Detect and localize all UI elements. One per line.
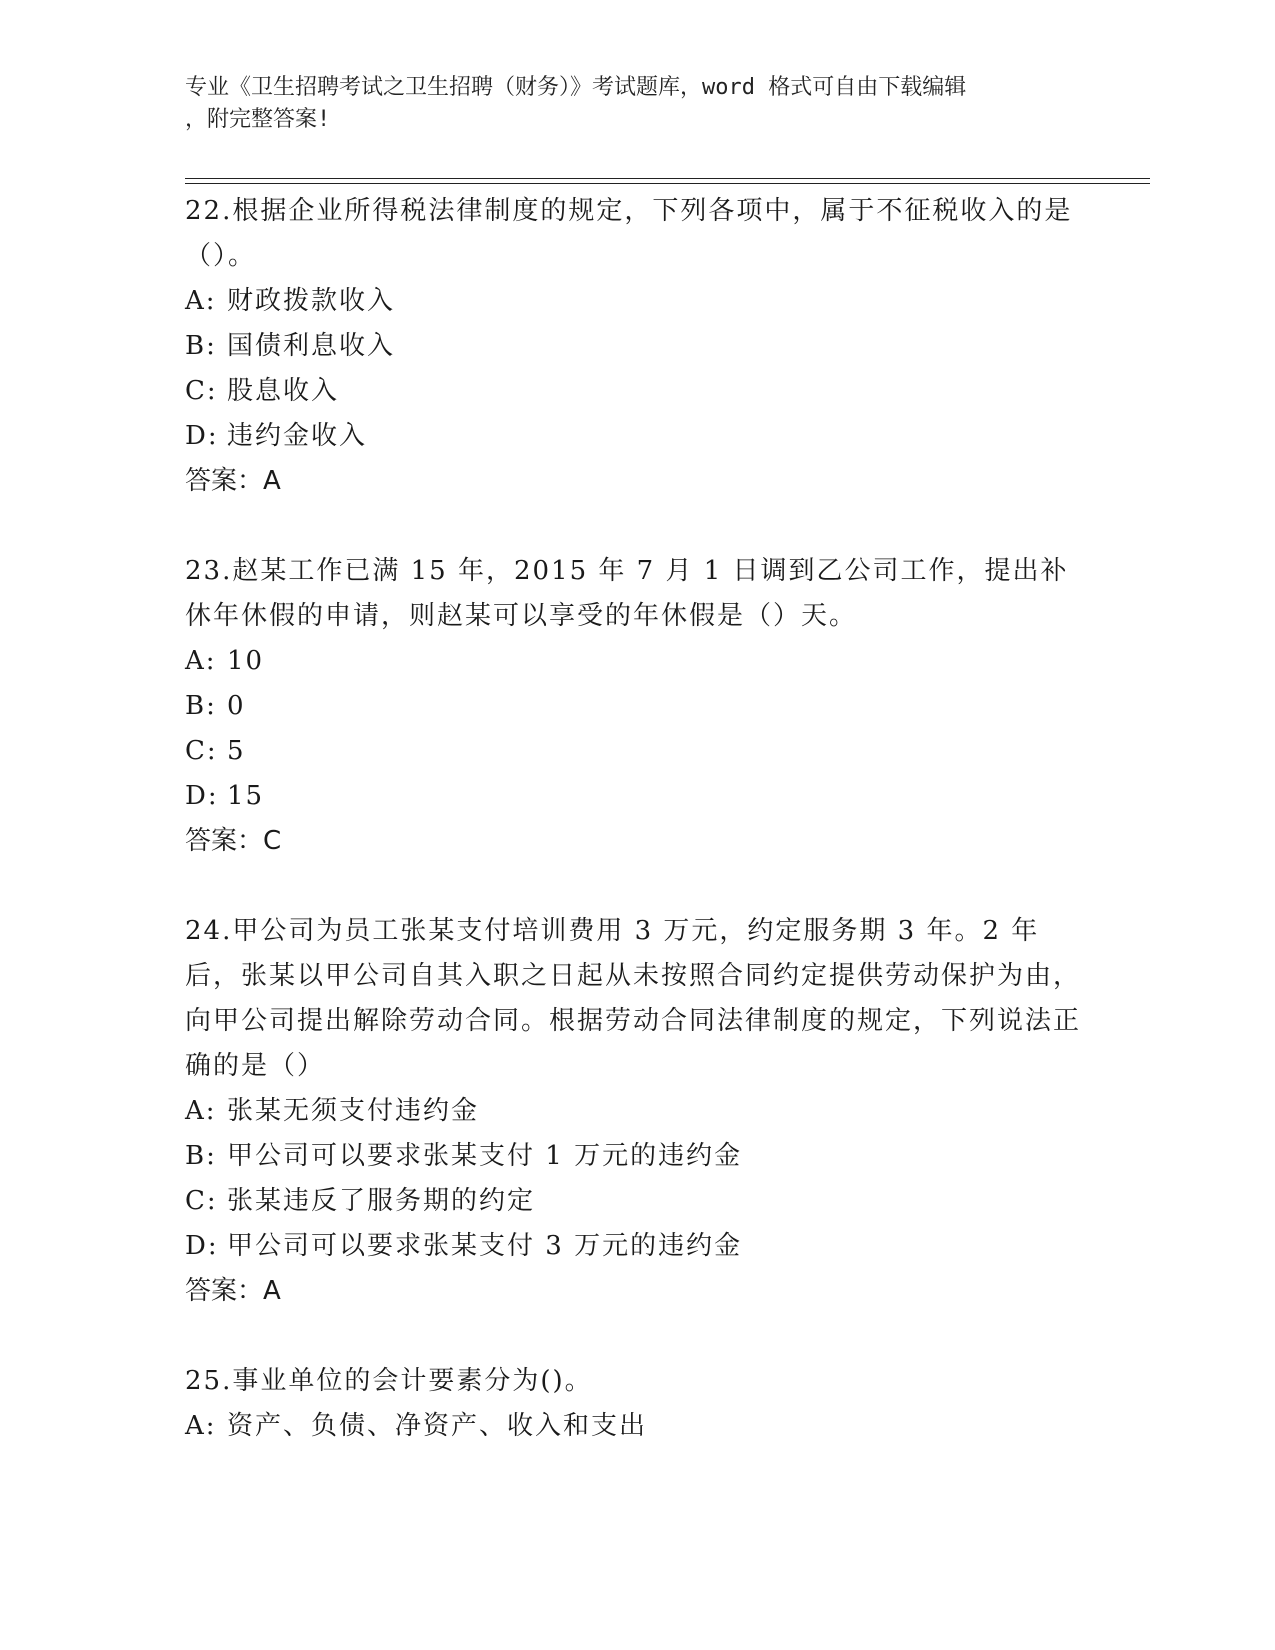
option-c (185, 1179, 1085, 1224)
option-letter: C: (185, 736, 218, 766)
option-d (185, 1224, 1085, 1269)
option-letter: C: (185, 376, 218, 406)
option-d (185, 774, 1085, 819)
header-divider-top (185, 178, 1150, 179)
option-a (185, 639, 1085, 684)
option-text: 张某无须支付违约金 (227, 1096, 480, 1126)
option-text: 股息收入 (227, 376, 340, 406)
option-b (185, 324, 1085, 369)
option-text: 财政拨款收入 (227, 286, 396, 316)
option-letter: D: (185, 781, 219, 811)
question-24 (185, 909, 1085, 1314)
option-letter: A: (185, 1096, 217, 1126)
option-text: 甲公司可以要求张某支付 1 万元的违约金 (227, 1141, 743, 1171)
answer-line: 答案：A (185, 1276, 281, 1306)
option-letter: B: (185, 691, 217, 721)
question-stem: 24.甲公司为员工张某支付培训费用 3 万元，约定服务期 3 年。2 年后，张某以甲公司自其入职之日起从未按照合同约定提供劳动保护为由，向甲公司提出解除劳动合同。根据劳动合同法律制度的规定，下列说法正确的是（） (185, 916, 1082, 1081)
answer-line: 答案：C (185, 826, 282, 856)
option-d (185, 414, 1085, 459)
spacer (185, 864, 1085, 909)
option-text: 10 (227, 646, 265, 676)
question-25 (185, 1359, 1085, 1449)
option-c (185, 369, 1085, 414)
option-c (185, 729, 1085, 774)
option-letter: D: (185, 421, 219, 451)
option-a (185, 279, 1085, 324)
header-line-1: 专业《卫生招聘考试之卫生招聘（财务）》考试题库，word 格式可自由下载编辑 (185, 75, 967, 100)
header-line-2: ，附完整答案! (185, 107, 331, 132)
option-text: 张某违反了服务期的约定 (227, 1186, 536, 1216)
option-text: 违约金收入 (227, 421, 368, 451)
question-23 (185, 549, 1085, 864)
option-b (185, 1134, 1085, 1179)
option-letter: B: (185, 331, 217, 361)
spacer (185, 504, 1085, 549)
question-stem: 22.根据企业所得税法律制度的规定，下列各项中，属于不征税收入的是（）。 (185, 196, 1073, 271)
option-text: 15 (227, 781, 265, 811)
spacer (185, 1314, 1085, 1359)
option-text: 国债利息收入 (227, 331, 396, 361)
option-letter: C: (185, 1186, 218, 1216)
option-text: 甲公司可以要求张某支付 3 万元的违约金 (227, 1231, 743, 1261)
question-stem: 25.事业单位的会计要素分为()。 (185, 1366, 593, 1396)
option-text: 0 (227, 691, 246, 721)
question-stem: 23.赵某工作已满 15 年，2015 年 7 月 1 日调到乙公司工作，提出补休年休假的申请，则赵某可以享受的年休假是（）天。 (185, 556, 1069, 631)
option-letter: A: (185, 1411, 217, 1441)
option-b (185, 684, 1085, 729)
option-text: 资产、负债、净资产、收入和支出 (227, 1411, 648, 1441)
question-list (185, 189, 1085, 1449)
question-22 (185, 189, 1085, 504)
header-divider-bottom (185, 183, 1150, 184)
option-letter: A: (185, 286, 217, 316)
option-a (185, 1089, 1085, 1134)
option-letter: D: (185, 1231, 219, 1261)
option-letter: B: (185, 1141, 217, 1171)
option-a (185, 1404, 1085, 1449)
option-letter: A: (185, 646, 217, 676)
document-header (185, 72, 1085, 136)
answer-line: 答案：A (185, 466, 281, 496)
option-text: 5 (227, 736, 246, 766)
